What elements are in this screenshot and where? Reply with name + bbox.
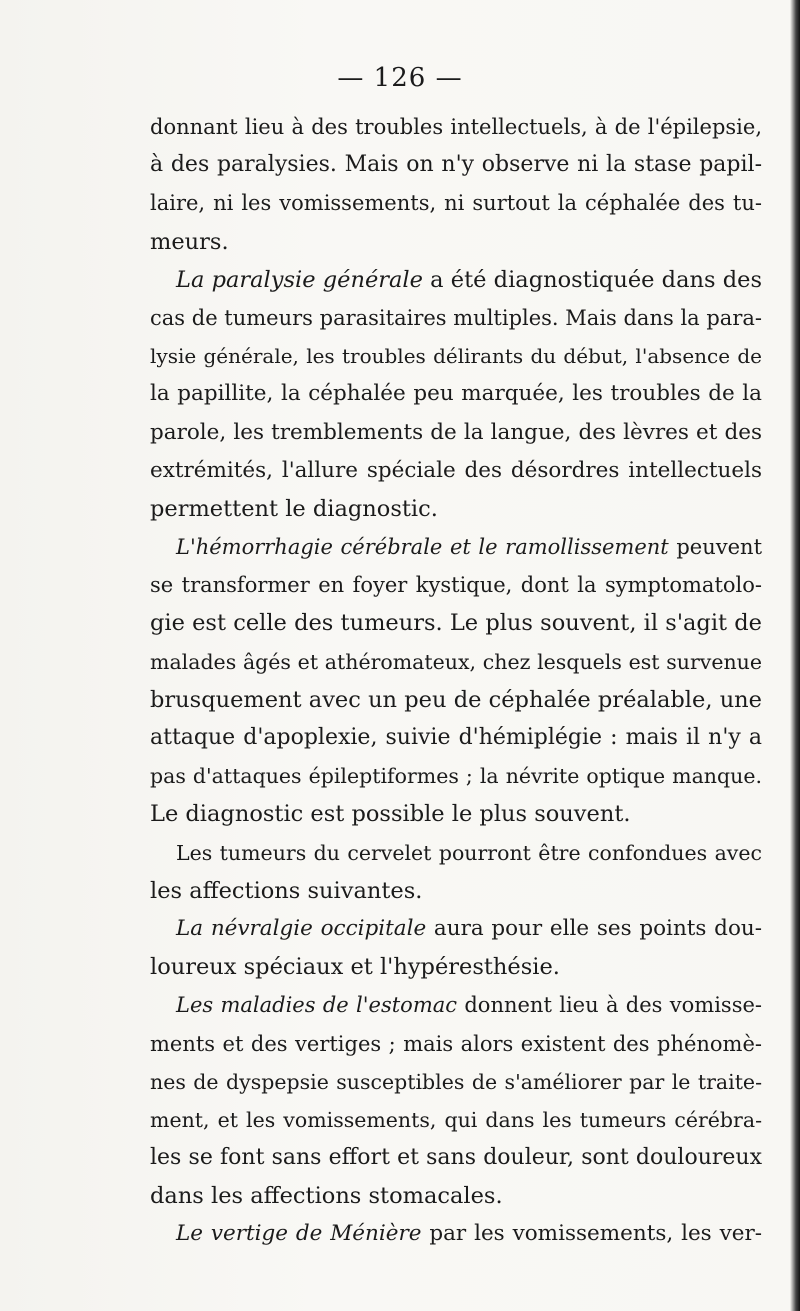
text-line bbox=[150, 910, 762, 948]
text-segment: nes de dyspepsie susceptibles de s'améliorer par le traite- bbox=[150, 1069, 762, 1094]
text-segment: Le diagnostic est possible le plus souvent. bbox=[150, 801, 631, 828]
text-line bbox=[150, 299, 762, 337]
text-line bbox=[150, 757, 762, 795]
text-line bbox=[150, 146, 762, 184]
text-segment: aura pour elle ses points dou- bbox=[426, 915, 762, 941]
text-segment: donnant lieu à des troubles intellectuels, à de l'épilepsie, bbox=[150, 115, 762, 139]
text-segment: par les vomissements, les ver- bbox=[421, 1221, 763, 1247]
text-line bbox=[150, 566, 762, 604]
text-segment: brusquement avec un peu de céphalée préalable, une bbox=[150, 686, 762, 713]
text-segment: les se font sans effort et sans douleur, sont douloureux bbox=[150, 1145, 762, 1171]
text-segment: lysie générale, les troubles délirants du début, l'absence de bbox=[150, 344, 762, 369]
text-segment: laire, ni les vomissements, ni surtout la céphalée des tu- bbox=[150, 191, 762, 216]
text-line bbox=[150, 108, 762, 146]
text-line bbox=[150, 223, 762, 261]
text-line bbox=[150, 261, 762, 299]
text-line bbox=[150, 986, 762, 1024]
text-segment: Les tumeurs du cervelet pourront être confondues avec bbox=[176, 840, 762, 865]
italic-term: La névralgie occipitale bbox=[176, 915, 427, 941]
text-segment: pas d'attaques épileptiformes ; la névrite optique manque. bbox=[150, 764, 762, 789]
italic-term: La paralysie générale bbox=[176, 266, 423, 293]
text-segment: loureux spéciaux et l'hypéresthésie. bbox=[150, 954, 560, 981]
italic-term: L'hémorrhagie cérébrale et le ramollissement bbox=[176, 535, 669, 560]
text-line bbox=[150, 719, 762, 757]
text-line bbox=[150, 1025, 762, 1063]
text-line bbox=[150, 1139, 762, 1177]
text-segment: cas de tumeurs parasitaires multiples. Mais dans la para- bbox=[150, 305, 762, 330]
text-segment: les affections suivantes. bbox=[150, 877, 423, 904]
text-segment: extrémités, l'allure spéciale des désordres intellectuels bbox=[150, 457, 762, 483]
text-line bbox=[150, 834, 762, 872]
text-segment: se transformer en foyer kystique, dont la symptomatolo- bbox=[150, 573, 762, 598]
text-segment: la papillite, la céphalée peu marquée, les troubles de la bbox=[150, 381, 762, 407]
text-line bbox=[150, 490, 762, 528]
text-line bbox=[150, 795, 762, 833]
italic-term: Le vertige de Ménière bbox=[176, 1221, 422, 1247]
text-segment: dans les affections stomacales. bbox=[150, 1183, 503, 1210]
text-segment: permettent le diagnostic. bbox=[150, 495, 438, 522]
text-segment: ments et des vertiges ; mais alors existent des phénomè- bbox=[150, 1031, 762, 1056]
text-line bbox=[150, 452, 762, 490]
text-line bbox=[150, 872, 762, 910]
page-number: — 126 — bbox=[337, 63, 463, 93]
text-line bbox=[150, 414, 762, 452]
text-line bbox=[150, 948, 762, 986]
text-line bbox=[150, 337, 762, 375]
text-line bbox=[150, 643, 762, 681]
body-text bbox=[150, 108, 762, 1254]
text-line bbox=[150, 528, 762, 566]
text-segment: parole, les tremblements de la langue, des lèvres et des bbox=[150, 419, 762, 445]
text-line bbox=[150, 681, 762, 719]
text-segment: gie est celle des tumeurs. Le plus souvent, il s'agit de bbox=[150, 610, 762, 637]
page-edge bbox=[790, 0, 800, 1311]
text-line bbox=[150, 375, 762, 413]
text-segment: peuvent bbox=[668, 535, 763, 560]
text-segment: a été diagnostiquée dans des bbox=[422, 266, 762, 293]
text-segment: ment, et les vomissements, qui dans les tumeurs cérébra- bbox=[150, 1107, 762, 1132]
text-line bbox=[150, 1063, 762, 1101]
text-line bbox=[150, 1101, 762, 1139]
text-line bbox=[150, 1215, 762, 1253]
text-segment: attaque d'apoplexie, suivie d'hémiplégie : mais il n'y a bbox=[150, 725, 762, 750]
text-line bbox=[150, 1177, 762, 1215]
text-segment: malades âgés et athéromateux, chez lesquels est survenue bbox=[150, 649, 762, 674]
text-line bbox=[150, 184, 762, 222]
text-segment: à des paralysies. Mais on n'y observe ni la stase papil- bbox=[150, 152, 762, 178]
italic-term: Les maladies de l'estomac bbox=[176, 993, 458, 1018]
text-line bbox=[150, 604, 762, 642]
text-segment: meurs. bbox=[150, 228, 229, 255]
text-segment: donnent lieu à des vomisse- bbox=[457, 993, 762, 1018]
